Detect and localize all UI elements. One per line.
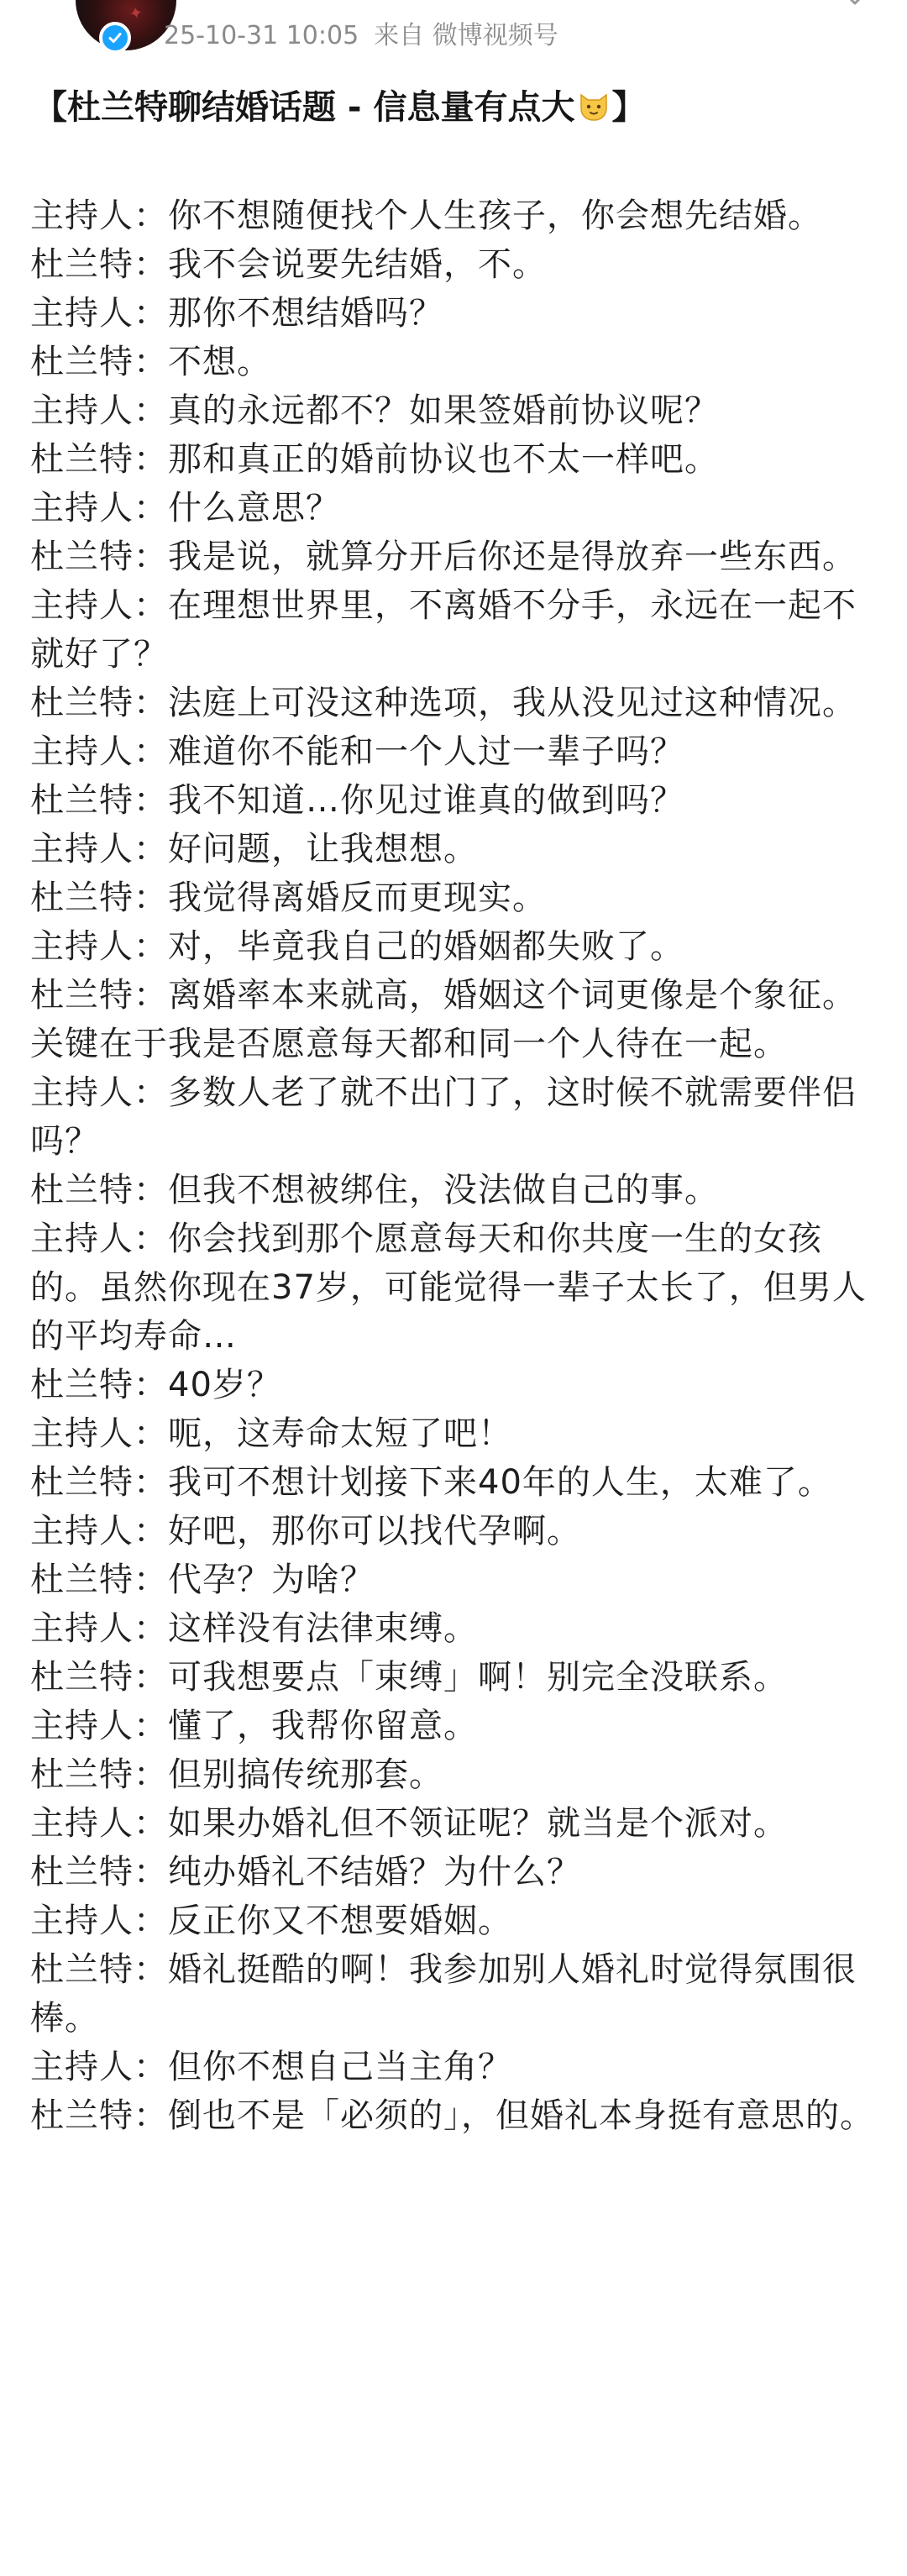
dialogue-line <box>30 1166 875 1215</box>
dialogue-line <box>30 1068 875 1166</box>
dialogue-line <box>30 1945 875 2043</box>
speaker-label: 主持人： <box>30 1609 168 1648</box>
speaker-label: 杜兰特： <box>30 1561 168 1599</box>
post-title-suffix: 】 <box>611 88 646 127</box>
dialogue-line <box>30 1799 875 1848</box>
dialogue-line <box>30 1653 875 1702</box>
speaker-label: 主持人： <box>30 1902 168 1940</box>
dialogue-text: 40岁？ <box>168 1366 281 1404</box>
speaker-label: 杜兰特： <box>30 781 168 820</box>
dialogue-text: 这样没有法律束缚。 <box>168 1609 478 1648</box>
speaker-label: 主持人： <box>30 2048 168 2086</box>
speaker-label: 主持人： <box>30 294 168 333</box>
dialogue-line <box>30 874 875 922</box>
post-title <box>34 84 873 131</box>
post-meta <box>164 21 558 50</box>
speaker-label: 杜兰特： <box>30 1950 168 1989</box>
speaker-label: 杜兰特： <box>30 879 168 917</box>
speaker-label: 主持人： <box>30 1512 168 1550</box>
dialogue-line <box>30 2043 875 2091</box>
dialogue-text: 我不知道…你见过谁真的做到吗？ <box>168 781 684 820</box>
dialogue-text: 法庭上可没这种选项，我从没见过这种情况。 <box>168 684 857 722</box>
speaker-label: 主持人： <box>30 197 168 235</box>
dialogue-line <box>30 1458 875 1507</box>
dialogue-line <box>30 1507 875 1556</box>
dialogue-line <box>30 191 875 240</box>
dialogue-text: 我是说，就算分开后你还是得放弃一些东西。 <box>168 538 857 576</box>
dialogue-line <box>30 679 875 727</box>
speaker-label: 杜兰特： <box>30 1171 168 1209</box>
dialogue-text: 好问题，让我想想。 <box>168 830 478 868</box>
verified-badge-icon <box>99 22 131 54</box>
speaker-label: 主持人： <box>30 489 168 527</box>
dialogue-line <box>30 1361 875 1409</box>
cat-face-emoji-icon <box>576 88 611 123</box>
avatar-image: ✦ <box>127 1 145 24</box>
speaker-label: 杜兰特： <box>30 1463 168 1502</box>
dialogue-line <box>30 338 875 386</box>
post-header <box>0 0 907 76</box>
dialogue-text: 纯办婚礼不结婚？为什么？ <box>168 1853 581 1891</box>
dialogue-line <box>30 1897 875 1945</box>
dialogue-line <box>30 825 875 874</box>
dialogue-text: 多数人老了就不出门了，这时候不就需要伴侣吗？ <box>30 1073 857 1161</box>
dialogue-line <box>30 386 875 435</box>
dialogue-line <box>30 1702 875 1750</box>
dialogue-line <box>30 1848 875 1897</box>
dialogue-text: 我可不想计划接下来40年的人生，太难了。 <box>168 1463 832 1502</box>
dialogue-line <box>30 1604 875 1653</box>
speaker-label: 杜兰特： <box>30 1755 168 1794</box>
speaker-label: 杜兰特： <box>30 2096 168 2135</box>
speaker-label: 主持人： <box>30 1707 168 1745</box>
dialogue-line <box>30 971 875 1068</box>
dialogue-line <box>30 922 875 971</box>
dialogue-line <box>30 727 875 776</box>
dialogue-text: 离婚率本来就高，婚姻这个词更像是个象征。关键在于我是否愿意每天都和同一个人待在一起。 <box>30 976 857 1063</box>
speaker-label: 杜兰特： <box>30 245 168 284</box>
dialogue-text: 你不想随便找个人生孩子，你会想先结婚。 <box>168 197 822 235</box>
dialogue-text: 倒也不是「必须的」，但婚礼本身挺有意思的。 <box>168 2096 874 2135</box>
dialogue-text: 代孕？为啥？ <box>168 1561 375 1599</box>
post-title-text: 【杜兰特聊结婚话题 - 信息量有点大 <box>34 88 575 127</box>
speaker-label: 主持人： <box>30 586 168 625</box>
dialogue-line <box>30 581 875 679</box>
dialogue-line <box>30 1215 875 1361</box>
dialogue-text: 不想。 <box>168 343 271 381</box>
post-source-link[interactable]: 微博视频号 <box>432 21 558 50</box>
speaker-label: 杜兰特： <box>30 1366 168 1404</box>
dialogue-text: 婚礼挺酷的啊！我参加别人婚礼时觉得氛围很棒。 <box>30 1950 857 2038</box>
post-timestamp: 25-10-31 10:05 <box>164 21 359 50</box>
chevron-down-icon[interactable] <box>840 0 870 10</box>
dialogue-text: 反正你又不想要婚姻。 <box>168 1902 512 1940</box>
dialogue-text: 我觉得离婚反而更现实。 <box>168 879 547 917</box>
dialogue-line <box>30 533 875 581</box>
dialogue-line <box>30 484 875 533</box>
speaker-label: 杜兰特： <box>30 1658 168 1697</box>
dialogue-text: 真的永远都不？如果签婚前协议呢？ <box>168 391 719 430</box>
speaker-label: 主持人： <box>30 1220 168 1258</box>
dialogue-line <box>30 289 875 338</box>
speaker-label: 杜兰特： <box>30 1853 168 1891</box>
source-prefix: 来自 <box>374 21 425 50</box>
speaker-label: 杜兰特： <box>30 440 168 479</box>
speaker-label: 杜兰特： <box>30 343 168 381</box>
speaker-label: 主持人： <box>30 830 168 868</box>
dialogue-text: 那你不想结婚吗？ <box>168 294 443 333</box>
dialogue-text: 那和真正的婚前协议也不太一样吧。 <box>168 440 719 479</box>
dialogue-text: 但我不想被绑住，没法做自己的事。 <box>168 1171 719 1209</box>
speaker-label: 杜兰特： <box>30 684 168 722</box>
speaker-label: 主持人： <box>30 1073 168 1112</box>
dialogue-text: 对，毕竟我自己的婚姻都失败了。 <box>168 927 684 966</box>
dialogue-text: 好吧，那你可以找代孕啊。 <box>168 1512 581 1550</box>
dialogue-line <box>30 240 875 289</box>
dialogue-text: 难道你不能和一个人过一辈子吗？ <box>168 732 684 771</box>
dialogue-text: 可我想要点「束缚」啊！别完全没联系。 <box>168 1658 788 1697</box>
dialogue-text: 我不会说要先结婚，不。 <box>168 245 547 284</box>
dialogue-text: 懂了，我帮你留意。 <box>168 1707 478 1745</box>
dialogue-text: 你会找到那个愿意每天和你共度一生的女孩的。虽然你现在37岁，可能觉得一辈子太长了，但男人的平均寿命… <box>30 1220 867 1356</box>
dialogue-line <box>30 435 875 484</box>
dialogue-text: 但你不想自己当主角？ <box>168 2048 512 2086</box>
dialogue-text: 如果办婚礼但不领证呢？就当是个派对。 <box>168 1804 788 1843</box>
dialogue-line <box>30 1750 875 1799</box>
dialogue-line <box>30 1409 875 1458</box>
dialogue-text: 什么意思？ <box>168 489 340 527</box>
dialogue-text: 但别搞传统那套。 <box>168 1755 443 1794</box>
dialogue-line <box>30 2091 875 2140</box>
speaker-label: 杜兰特： <box>30 538 168 576</box>
speaker-label: 主持人： <box>30 391 168 430</box>
speaker-label: 主持人： <box>30 1804 168 1843</box>
speaker-label: 杜兰特： <box>30 976 168 1015</box>
dialogue-line <box>30 776 875 825</box>
checkmark-icon <box>107 29 123 46</box>
speaker-label: 主持人： <box>30 732 168 771</box>
dialogue-text: 在理想世界里，不离婚不分手，永远在一起不就好了？ <box>30 586 857 674</box>
dialogue-text: 呃，这寿命太短了吧！ <box>168 1414 512 1453</box>
dialogue-transcript <box>30 191 875 2140</box>
speaker-label: 主持人： <box>30 1414 168 1453</box>
dialogue-line <box>30 1556 875 1604</box>
speaker-label: 主持人： <box>30 927 168 966</box>
